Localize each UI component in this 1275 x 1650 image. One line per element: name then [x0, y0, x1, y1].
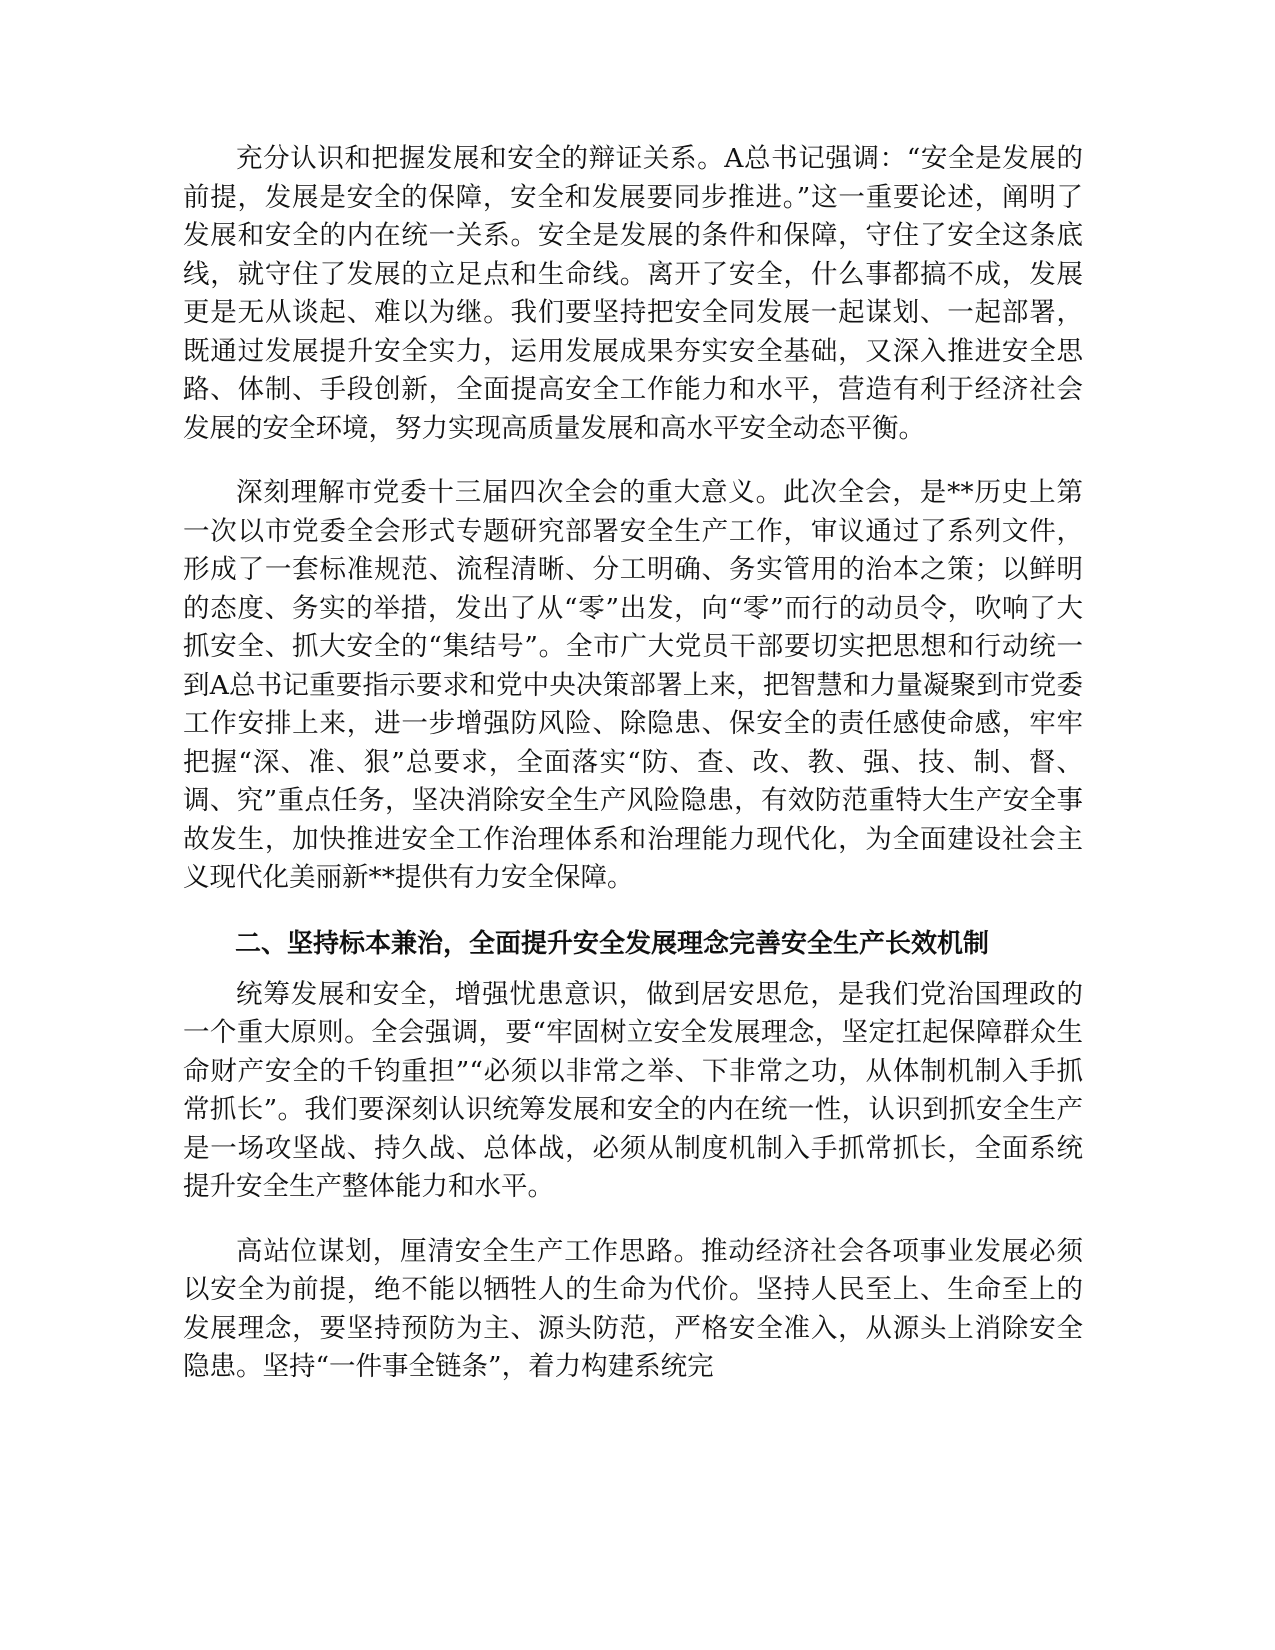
paragraph-plenary-significance: 深刻理解市党委十三届四次全会的重大意义。此次全会，是**历史上第一次以市党委全会形式专题研究部署安全生产工作，审议通过了系列文件，形成了一套标准规范、流程清晰、分工明确、务实管用的治本之策；以鲜明的态度、务实的举措，发出了从“零”出发，向“零”而行的动员令，吹响了大抓安全、抓大安全的“集结号”。全市广大党员干部要切实把思想和行动统一到A总书记重要指示要求和党中央决策部署上来，把智慧和力量凝聚到市党委工作安排上来，进一步增强防风险、除隐患、保安全的责任感使命感，牢牢把握“深、准、狠”总要求，全面落实“防、查、改、教、强、技、制、督、调、究”重点任务，坚决消除安全生产风险隐患，有效防范重特大生产安全事故发生，加快推进安全工作治理体系和治理能力现代化，为全面建设社会主义现代化美丽新**提供有力安全保障。 [183, 477, 1083, 893]
section-heading-2: 二、坚持标本兼治，全面提升安全发展理念完善安全生产长效机制 [235, 928, 990, 959]
paragraph-high-level-planning: 高站位谋划，厘清安全生产工作思路。推动经济社会各项事业发展必须以安全为前提，绝不能以牺牲人的生命为代价。坚持人民至上、生命至上的发展理念，要坚持预防为主、源头防范，严格安全准入，从源头上消除安全隐患。坚持“一件事全链条”，着力构建系统完 [183, 1235, 1083, 1382]
document-body [183, 140, 1083, 1413]
paragraph-dialectical-relationship: 充分认识和把握发展和安全的辩证关系。A总书记强调：“安全是发展的前提，发展是安全的保障，安全和发展要同步推进。”这一重要论述，阐明了发展和安全的内在统一关系。安全是发展的条件和保障，守住了安全这条底线，就守住了发展的立足点和生命线。离开了安全，什么事都搞不成，发展更是无从谈起、难以为继。我们要坚持把安全同发展一起谋划、一起部署，既通过发展提升安全实力，运用发展成果夯实安全基础，又深入推进安全思路、体制、手段创新，全面提高安全工作能力和水平，营造有利于经济社会发展的安全环境，努力实现高质量发展和高水平安全动态平衡。 [183, 143, 1083, 444]
paragraph-development-and-security: 统筹发展和安全，增强忧患意识，做到居安思危，是我们党治国理政的一个重大原则。全会强调，要“牢固树立安全发展理念，坚定扛起保障群众生命财产安全的千钧重担”“必须以非常之举、下非常之功，从体制机制入手抓常抓长”。我们要深刻认识统筹发展和安全的内在统一性，认识到抓安全生产是一场攻坚战、持久战、总体战，必须从制度机制入手抓常抓长，全面系统提升安全生产整体能力和水平。 [183, 978, 1083, 1202]
